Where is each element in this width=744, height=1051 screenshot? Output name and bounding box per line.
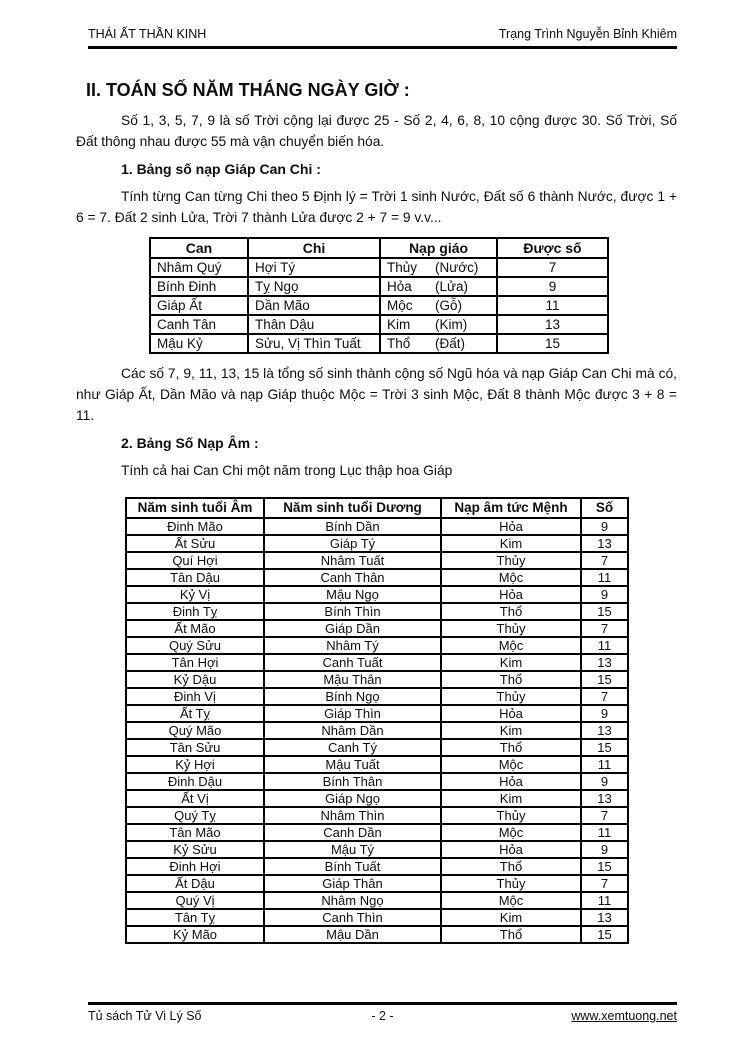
table-row [150,334,608,353]
table-cell: Kỷ Sửu [126,841,264,858]
table-cell: Thủy [441,875,581,892]
table-cell: Sửu, Vị Thìn Tuất [248,334,380,353]
table-cell: Hợi Tý [248,258,380,277]
table-cell: 11 [581,637,628,654]
table-cell: Quý Sửu [126,637,264,654]
table-row [126,909,628,926]
table-cell: Kỷ Hợi [126,756,264,773]
element-note: (Đất) [435,336,465,351]
table-row [126,671,628,688]
table-cell: 7 [581,552,628,569]
table-cell: Tỵ Ngọ [248,277,380,296]
table-cell: Thân Dậu [248,315,380,334]
table-cell: Nhâm Ngọ [264,892,441,909]
table-cell: Quí Hợi [126,552,264,569]
running-footer [88,1002,677,1023]
table-cell [380,315,497,334]
table-cell: Ất Mão [126,620,264,637]
table-cell: Đinh Mão [126,518,264,535]
table-cell: 13 [581,790,628,807]
table-row [126,858,628,875]
table-cell: Đinh Hợi [126,858,264,875]
table-cell: Tân Dậu [126,569,264,586]
table-cell: Kỷ Mão [126,926,264,943]
table-cell: Tân Mão [126,824,264,841]
table-row [126,739,628,756]
table-cell: Kỷ Dậu [126,671,264,688]
table-row [126,875,628,892]
table-row [150,258,608,277]
column-header: Năm sinh tuổi Dương [264,498,441,518]
table-cell: Giáp Thìn [264,705,441,722]
table-cell: Kim [441,722,581,739]
table-cell: Hỏa [441,586,581,603]
table-cell: Giáp Ất [150,296,248,315]
footer-series-title: Tủ sách Tử Vi Lý Số [88,1009,202,1023]
table-cell: Canh Tý [264,739,441,756]
element-note: (Nước) [435,260,479,275]
table-row [126,722,628,739]
column-header: Nạp giáo [380,238,497,258]
table-row [126,620,628,637]
table-row [126,892,628,909]
table-cell: 15 [581,671,628,688]
table-row [126,586,628,603]
table-cell: Mộc [441,824,581,841]
table-cell: Mộc [441,569,581,586]
section1-heading: 1. Bảng số nạp Giáp Can Chi : [121,161,321,177]
table-row [126,654,628,671]
table-cell: Mộc [441,637,581,654]
page-title: II. TOÁN SỐ NĂM THÁNG NGÀY GIỜ : [86,80,410,100]
element-name: Thủy [387,260,418,275]
table-cell: 11 [581,756,628,773]
table-cell: 15 [581,603,628,620]
table-cell [380,296,497,315]
column-header: Nạp âm tức Mệnh [441,498,581,518]
table-cell: Nhâm Thìn [264,807,441,824]
table-cell: Mậu Tuất [264,756,441,773]
table-cell: 13 [497,315,608,334]
can-chi-table [149,237,609,354]
table-cell: 11 [581,824,628,841]
table-cell: Kim [441,790,581,807]
table-row [126,841,628,858]
note-paragraph: Các số 7, 9, 11, 13, 15 là tổng số sinh thành cộng số Ngũ hóa và nạp Giáp Can Chi mà có, như Giáp Ất, Dần Mão và nạp Giáp thuộc Mộc = Trời 3 sinh Mộc, Đất 8 thành Mộc được 3 + 8 = 11. [76,366,677,423]
table-row [126,603,628,620]
table-cell: Đinh Tỵ [126,603,264,620]
table-cell: Tân Tỵ [126,909,264,926]
table-cell: 9 [581,773,628,790]
table-cell: Đinh Dậu [126,773,264,790]
table-row [126,569,628,586]
table-cell: 9 [581,841,628,858]
table-cell: 11 [581,892,628,909]
table-cell: Hỏa [441,773,581,790]
element-note: (Kim) [435,317,468,332]
table-cell: Canh Thìn [264,909,441,926]
table-cell: Thủy [441,620,581,637]
table-cell: 9 [581,518,628,535]
table-cell: Giáp Thân [264,875,441,892]
table-cell: Ất Sửu [126,535,264,552]
table-cell: Thổ [441,926,581,943]
table-cell: Bính Tuất [264,858,441,875]
table-cell: Thủy [441,552,581,569]
table-row [126,773,628,790]
table-cell: 11 [581,569,628,586]
nap-am-table [125,497,629,944]
table-cell [380,277,497,296]
table-cell: Thổ [441,603,581,620]
table-cell: Hỏa [441,841,581,858]
table-cell: 11 [497,296,608,315]
table-cell: Ất Dậu [126,875,264,892]
table-cell: Ất Vị [126,790,264,807]
table-cell: Mậu Tý [264,841,441,858]
table-cell: 7 [581,688,628,705]
table-cell: 13 [581,654,628,671]
table-cell: Bính Ngọ [264,688,441,705]
table-cell: 7 [581,875,628,892]
table-row [126,518,628,535]
table-cell: Mộc [441,756,581,773]
table-cell: Quý Vị [126,892,264,909]
table-cell: 7 [497,258,608,277]
table-cell: Dần Mão [248,296,380,315]
table-cell: Canh Tuất [264,654,441,671]
element-note: (Gỗ) [435,298,462,313]
table-cell: Bính Đinh [150,277,248,296]
table-cell: Canh Thân [264,569,441,586]
table-cell [380,334,497,353]
column-header: Chi [248,238,380,258]
table-row [126,535,628,552]
table-row [126,552,628,569]
table-cell: 7 [581,807,628,824]
table-cell: Nhâm Quý [150,258,248,277]
intro-paragraph: Số 1, 3, 5, 7, 9 là số Trời cộng lại được 25 - Số 2, 4, 6, 8, 10 cộng được 30. Số Trời, Số Đất thông nhau được 55 mà vận chuyển biến hóa. [76,113,677,149]
table-cell [380,258,497,277]
table-row [126,824,628,841]
table-cell: Thủy [441,688,581,705]
element-name: Mộc [387,298,413,313]
table-cell: Thủy [441,807,581,824]
table-row [126,688,628,705]
element-note: (Lửa) [435,279,469,294]
header-author: Trạng Trình Nguyễn Bỉnh Khiêm [498,27,677,41]
nap-am-table-header-row [126,498,628,518]
table-cell: Giáp Tý [264,535,441,552]
table-cell: 13 [581,722,628,739]
table-row [126,807,628,824]
table-cell: Hỏa [441,518,581,535]
table-cell: Kim [441,535,581,552]
table-cell: 9 [497,277,608,296]
table-cell: Kim [441,654,581,671]
table-cell: Bính Dần [264,518,441,535]
table-row [150,277,608,296]
table-cell: Mậu Kỷ [150,334,248,353]
section2-paragraph: Tính cả hai Can Chi một năm trong Lục thập hoa Giáp [121,463,453,478]
table-row [126,637,628,654]
table-cell: Đinh Vị [126,688,264,705]
table-cell: Hỏa [441,705,581,722]
column-header: Số [581,498,628,518]
element-name: Hỏa [387,279,412,294]
table-cell: Mộc [441,892,581,909]
table-cell: Thổ [441,739,581,756]
table-row [150,296,608,315]
table-cell: 13 [581,535,628,552]
table-cell: 15 [581,858,628,875]
section1-paragraph: Tính từng Can từng Chi theo 5 Định lý = Trời 1 sinh Nước, Đất số 6 thành Nước, được 1 + 6 = 7. Đất 2 sinh Lửa, Trời 7 thành Lửa được 2 + 7 = 9 v.v... [76,189,677,225]
table-cell: 13 [581,909,628,926]
table-cell: 15 [497,334,608,353]
footer-page-number: - 2 - [371,1009,394,1023]
table-cell: Canh Dần [264,824,441,841]
section2-heading: 2. Bảng Số Nạp Âm : [121,435,259,451]
table-row [150,315,608,334]
table-cell: 15 [581,739,628,756]
table-cell: Mậu Ngọ [264,586,441,603]
table-row [126,926,628,943]
table-cell: Nhâm Dần [264,722,441,739]
table-cell: Kim [441,909,581,926]
footer-website-link[interactable]: www.xemtuong.net [571,1009,677,1023]
can-chi-table-header-row [150,238,608,258]
table-cell: Mậu Dần [264,926,441,943]
table-cell: Canh Tân [150,315,248,334]
table-cell: 9 [581,705,628,722]
table-cell: Thổ [441,858,581,875]
table-cell: 15 [581,926,628,943]
table-cell: Kỷ Vị [126,586,264,603]
column-header: Can [150,238,248,258]
table-cell: Thổ [441,671,581,688]
table-cell: Quý Mão [126,722,264,739]
table-cell: Giáp Ngọ [264,790,441,807]
table-cell: Quý Tỵ [126,807,264,824]
header-book-title: THÁI ẤT THẦN KINH [88,27,207,41]
table-row [126,790,628,807]
table-cell: Tân Hợi [126,654,264,671]
table-cell: Ất Tỵ [126,705,264,722]
element-name: Kim [387,317,411,332]
table-cell: Giáp Dần [264,620,441,637]
running-header [88,0,677,49]
table-cell: 9 [581,586,628,603]
column-header: Được số [497,238,608,258]
table-cell: Tân Sửu [126,739,264,756]
table-cell: Mậu Thân [264,671,441,688]
table-row [126,705,628,722]
table-cell: Nhâm Tuất [264,552,441,569]
element-name: Thổ [387,336,411,351]
table-cell: Nhâm Tý [264,637,441,654]
column-header: Năm sinh tuổi Âm [126,498,264,518]
table-cell: Bính Thân [264,773,441,790]
table-cell: Bính Thìn [264,603,441,620]
table-row [126,756,628,773]
table-cell: 7 [581,620,628,637]
